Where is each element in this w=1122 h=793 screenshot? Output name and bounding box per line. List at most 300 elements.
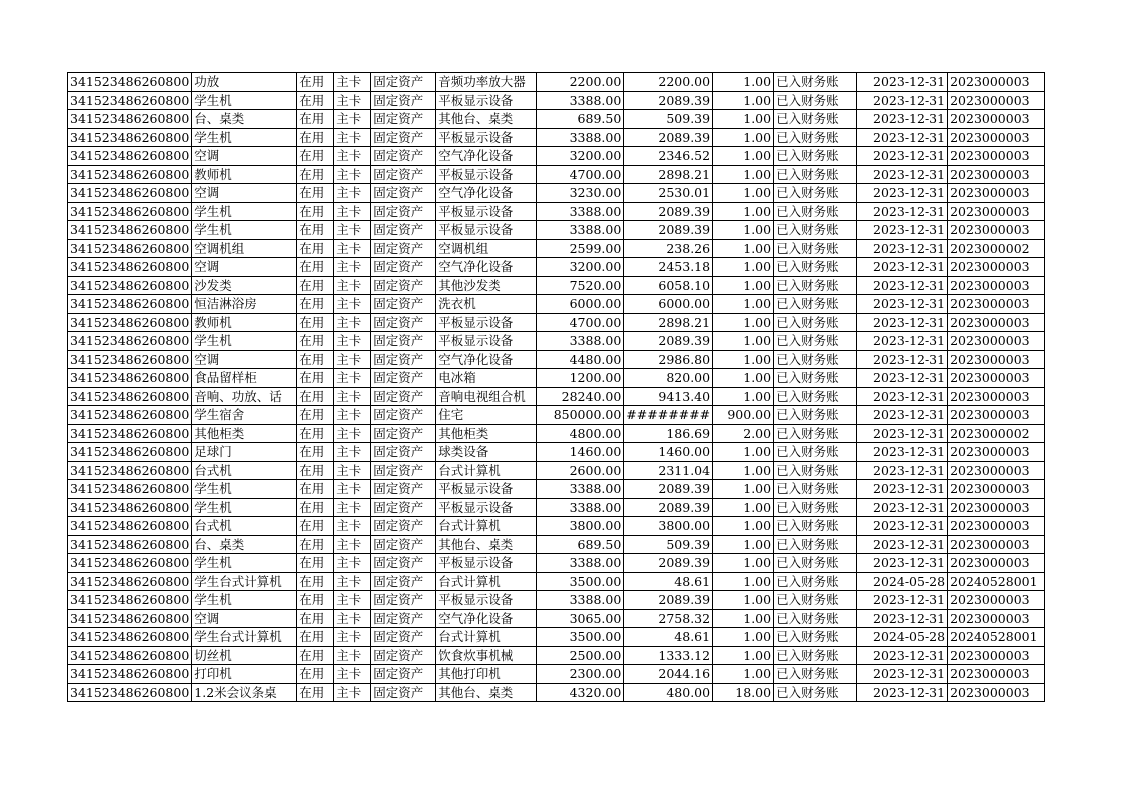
cell-net-value[interactable]: 1333.12 xyxy=(624,646,713,665)
cell-accounting-status[interactable]: 已入财务账 xyxy=(774,609,857,628)
cell-asset-code[interactable]: 341523486260800 xyxy=(68,424,192,443)
cell-voucher-number[interactable]: 2023000003 xyxy=(948,387,1045,406)
cell-usage-status[interactable]: 在用 xyxy=(297,202,334,221)
cell-voucher-number[interactable]: 2023000003 xyxy=(948,276,1045,295)
cell-asset-class[interactable]: 平板显示设备 xyxy=(436,165,537,184)
cell-accounting-status[interactable]: 已入财务账 xyxy=(774,221,857,240)
cell-asset-category[interactable]: 固定资产 xyxy=(371,609,436,628)
cell-asset-category[interactable]: 固定资产 xyxy=(371,332,436,351)
cell-asset-name[interactable]: 学生机 xyxy=(192,332,297,351)
cell-voucher-number[interactable]: 2023000003 xyxy=(948,221,1045,240)
cell-asset-class[interactable]: 平板显示设备 xyxy=(436,332,537,351)
cell-net-value[interactable]: 820.00 xyxy=(624,369,713,388)
cell-record-date[interactable]: 2023-12-31 xyxy=(857,369,948,388)
cell-usage-status[interactable]: 在用 xyxy=(297,369,334,388)
cell-asset-code[interactable]: 341523486260800 xyxy=(68,369,192,388)
cell-original-value[interactable]: 6000.00 xyxy=(537,295,624,314)
cell-asset-category[interactable]: 固定资产 xyxy=(371,91,436,110)
cell-accounting-status[interactable]: 已入财务账 xyxy=(774,406,857,425)
cell-asset-code[interactable]: 341523486260800 xyxy=(68,128,192,147)
cell-asset-name[interactable]: 恒洁淋浴房 xyxy=(192,295,297,314)
cell-card-type[interactable]: 主卡 xyxy=(334,221,371,240)
cell-net-value[interactable]: 2044.16 xyxy=(624,665,713,684)
cell-record-date[interactable]: 2024-05-28 xyxy=(857,628,948,647)
cell-asset-name[interactable]: 台式机 xyxy=(192,517,297,536)
cell-quantity[interactable]: 1.00 xyxy=(713,73,774,92)
cell-net-value[interactable]: 3800.00 xyxy=(624,517,713,536)
cell-card-type[interactable]: 主卡 xyxy=(334,110,371,129)
cell-net-value[interactable]: 2898.21 xyxy=(624,313,713,332)
cell-asset-class[interactable]: 其他台、桌类 xyxy=(436,535,537,554)
cell-net-value[interactable]: 2089.39 xyxy=(624,498,713,517)
cell-usage-status[interactable]: 在用 xyxy=(297,313,334,332)
cell-asset-name[interactable]: 学生机 xyxy=(192,480,297,499)
cell-asset-category[interactable]: 固定资产 xyxy=(371,443,436,462)
cell-asset-code[interactable]: 341523486260800 xyxy=(68,535,192,554)
cell-record-date[interactable]: 2023-12-31 xyxy=(857,128,948,147)
cell-net-value[interactable]: 1460.00 xyxy=(624,443,713,462)
cell-asset-code[interactable]: 341523486260800 xyxy=(68,258,192,277)
cell-asset-name[interactable]: 空调 xyxy=(192,147,297,166)
cell-voucher-number[interactable]: 2023000003 xyxy=(948,517,1045,536)
cell-accounting-status[interactable]: 已入财务账 xyxy=(774,461,857,480)
cell-net-value[interactable]: 2311.04 xyxy=(624,461,713,480)
cell-net-value[interactable]: 2089.39 xyxy=(624,554,713,573)
cell-asset-class[interactable]: 空气净化设备 xyxy=(436,350,537,369)
cell-card-type[interactable]: 主卡 xyxy=(334,202,371,221)
cell-asset-code[interactable]: 341523486260800 xyxy=(68,165,192,184)
cell-net-value[interactable]: 2089.39 xyxy=(624,221,713,240)
cell-asset-category[interactable]: 固定资产 xyxy=(371,387,436,406)
cell-original-value[interactable]: 3800.00 xyxy=(537,517,624,536)
cell-voucher-number[interactable]: 20240528001 xyxy=(948,628,1045,647)
cell-voucher-number[interactable]: 2023000003 xyxy=(948,646,1045,665)
cell-original-value[interactable]: 2599.00 xyxy=(537,239,624,258)
cell-voucher-number[interactable]: 2023000003 xyxy=(948,498,1045,517)
cell-original-value[interactable]: 4800.00 xyxy=(537,424,624,443)
cell-asset-class[interactable]: 平板显示设备 xyxy=(436,480,537,499)
cell-accounting-status[interactable]: 已入财务账 xyxy=(774,258,857,277)
cell-asset-name[interactable]: 足球门 xyxy=(192,443,297,462)
cell-accounting-status[interactable]: 已入财务账 xyxy=(774,646,857,665)
cell-asset-name[interactable]: 学生机 xyxy=(192,128,297,147)
cell-accounting-status[interactable]: 已入财务账 xyxy=(774,517,857,536)
cell-asset-category[interactable]: 固定资产 xyxy=(371,591,436,610)
cell-card-type[interactable]: 主卡 xyxy=(334,295,371,314)
cell-record-date[interactable]: 2023-12-31 xyxy=(857,332,948,351)
cell-usage-status[interactable]: 在用 xyxy=(297,443,334,462)
cell-quantity[interactable]: 1.00 xyxy=(713,276,774,295)
cell-net-value[interactable]: 2200.00 xyxy=(624,73,713,92)
cell-accounting-status[interactable]: 已入财务账 xyxy=(774,110,857,129)
cell-asset-name[interactable]: 其他柜类 xyxy=(192,424,297,443)
cell-quantity[interactable]: 1.00 xyxy=(713,369,774,388)
cell-quantity[interactable]: 2.00 xyxy=(713,424,774,443)
cell-record-date[interactable]: 2023-12-31 xyxy=(857,110,948,129)
cell-card-type[interactable]: 主卡 xyxy=(334,443,371,462)
cell-asset-name[interactable]: 学生机 xyxy=(192,554,297,573)
cell-voucher-number[interactable]: 2023000002 xyxy=(948,239,1045,258)
cell-asset-code[interactable]: 341523486260800 xyxy=(68,480,192,499)
cell-net-value[interactable]: 2453.18 xyxy=(624,258,713,277)
cell-voucher-number[interactable]: 2023000003 xyxy=(948,202,1045,221)
cell-net-value[interactable]: 2758.32 xyxy=(624,609,713,628)
cell-quantity[interactable]: 18.00 xyxy=(713,683,774,702)
cell-record-date[interactable]: 2023-12-31 xyxy=(857,73,948,92)
cell-quantity[interactable]: 1.00 xyxy=(713,110,774,129)
cell-asset-category[interactable]: 固定资产 xyxy=(371,628,436,647)
cell-asset-class[interactable]: 台式计算机 xyxy=(436,628,537,647)
cell-record-date[interactable]: 2023-12-31 xyxy=(857,276,948,295)
cell-net-value[interactable]: 509.39 xyxy=(624,535,713,554)
cell-record-date[interactable]: 2023-12-31 xyxy=(857,665,948,684)
cell-original-value[interactable]: 3388.00 xyxy=(537,332,624,351)
cell-asset-class[interactable]: 住宅 xyxy=(436,406,537,425)
cell-usage-status[interactable]: 在用 xyxy=(297,165,334,184)
cell-card-type[interactable]: 主卡 xyxy=(334,369,371,388)
cell-net-value[interactable]: 2089.39 xyxy=(624,332,713,351)
cell-asset-class[interactable]: 台式计算机 xyxy=(436,572,537,591)
cell-asset-name[interactable]: 学生机 xyxy=(192,498,297,517)
cell-asset-class[interactable]: 空气净化设备 xyxy=(436,147,537,166)
cell-card-type[interactable]: 主卡 xyxy=(334,480,371,499)
cell-net-value[interactable]: 9413.40 xyxy=(624,387,713,406)
cell-record-date[interactable]: 2023-12-31 xyxy=(857,295,948,314)
cell-asset-category[interactable]: 固定资产 xyxy=(371,110,436,129)
cell-asset-class[interactable]: 平板显示设备 xyxy=(436,591,537,610)
cell-quantity[interactable]: 1.00 xyxy=(713,591,774,610)
cell-record-date[interactable]: 2023-12-31 xyxy=(857,184,948,203)
cell-accounting-status[interactable]: 已入财务账 xyxy=(774,73,857,92)
cell-voucher-number[interactable]: 2023000003 xyxy=(948,91,1045,110)
cell-asset-code[interactable]: 341523486260800 xyxy=(68,517,192,536)
cell-card-type[interactable]: 主卡 xyxy=(334,406,371,425)
cell-asset-code[interactable]: 341523486260800 xyxy=(68,184,192,203)
cell-usage-status[interactable]: 在用 xyxy=(297,683,334,702)
cell-voucher-number[interactable]: 2023000003 xyxy=(948,406,1045,425)
cell-accounting-status[interactable]: 已入财务账 xyxy=(774,480,857,499)
cell-asset-category[interactable]: 固定资产 xyxy=(371,665,436,684)
cell-asset-name[interactable]: 学生机 xyxy=(192,591,297,610)
cell-quantity[interactable]: 1.00 xyxy=(713,313,774,332)
cell-card-type[interactable]: 主卡 xyxy=(334,332,371,351)
cell-usage-status[interactable]: 在用 xyxy=(297,239,334,258)
cell-quantity[interactable]: 1.00 xyxy=(713,461,774,480)
cell-record-date[interactable]: 2023-12-31 xyxy=(857,609,948,628)
cell-usage-status[interactable]: 在用 xyxy=(297,128,334,147)
cell-original-value[interactable]: 2200.00 xyxy=(537,73,624,92)
cell-record-date[interactable]: 2023-12-31 xyxy=(857,424,948,443)
cell-voucher-number[interactable]: 2023000003 xyxy=(948,258,1045,277)
cell-asset-code[interactable]: 341523486260800 xyxy=(68,665,192,684)
cell-quantity[interactable]: 1.00 xyxy=(713,221,774,240)
cell-accounting-status[interactable]: 已入财务账 xyxy=(774,147,857,166)
cell-quantity[interactable]: 1.00 xyxy=(713,554,774,573)
cell-quantity[interactable]: 1.00 xyxy=(713,443,774,462)
cell-original-value[interactable]: 3065.00 xyxy=(537,609,624,628)
cell-net-value[interactable]: 2986.80 xyxy=(624,350,713,369)
cell-card-type[interactable]: 主卡 xyxy=(334,350,371,369)
cell-original-value[interactable]: 689.50 xyxy=(537,110,624,129)
cell-original-value[interactable]: 3200.00 xyxy=(537,258,624,277)
cell-original-value[interactable]: 1460.00 xyxy=(537,443,624,462)
cell-quantity[interactable]: 1.00 xyxy=(713,350,774,369)
cell-card-type[interactable]: 主卡 xyxy=(334,276,371,295)
cell-original-value[interactable]: 3200.00 xyxy=(537,147,624,166)
cell-net-value[interactable]: 2089.39 xyxy=(624,480,713,499)
cell-net-value[interactable]: 238.26 xyxy=(624,239,713,258)
cell-quantity[interactable]: 1.00 xyxy=(713,535,774,554)
cell-voucher-number[interactable]: 2023000003 xyxy=(948,128,1045,147)
cell-original-value[interactable]: 4700.00 xyxy=(537,165,624,184)
cell-usage-status[interactable]: 在用 xyxy=(297,535,334,554)
cell-accounting-status[interactable]: 已入财务账 xyxy=(774,591,857,610)
cell-quantity[interactable]: 1.00 xyxy=(713,572,774,591)
cell-usage-status[interactable]: 在用 xyxy=(297,258,334,277)
cell-voucher-number[interactable]: 2023000003 xyxy=(948,535,1045,554)
cell-record-date[interactable]: 2023-12-31 xyxy=(857,313,948,332)
cell-card-type[interactable]: 主卡 xyxy=(334,184,371,203)
cell-accounting-status[interactable]: 已入财务账 xyxy=(774,350,857,369)
cell-asset-class[interactable]: 其他台、桌类 xyxy=(436,683,537,702)
cell-usage-status[interactable]: 在用 xyxy=(297,424,334,443)
cell-net-value[interactable]: 509.39 xyxy=(624,110,713,129)
cell-accounting-status[interactable]: 已入财务账 xyxy=(774,313,857,332)
cell-asset-class[interactable]: 平板显示设备 xyxy=(436,554,537,573)
cell-asset-name[interactable]: 学生宿舍 xyxy=(192,406,297,425)
cell-net-value[interactable]: 2530.01 xyxy=(624,184,713,203)
cell-asset-category[interactable]: 固定资产 xyxy=(371,480,436,499)
cell-asset-name[interactable]: 沙发类 xyxy=(192,276,297,295)
cell-usage-status[interactable]: 在用 xyxy=(297,406,334,425)
cell-asset-code[interactable]: 341523486260800 xyxy=(68,683,192,702)
cell-accounting-status[interactable]: 已入财务账 xyxy=(774,239,857,258)
cell-accounting-status[interactable]: 已入财务账 xyxy=(774,628,857,647)
cell-card-type[interactable]: 主卡 xyxy=(334,628,371,647)
cell-asset-class[interactable]: 平板显示设备 xyxy=(436,498,537,517)
cell-asset-name[interactable]: 空调 xyxy=(192,350,297,369)
cell-asset-class[interactable]: 其他台、桌类 xyxy=(436,110,537,129)
cell-net-value[interactable]: 6058.10 xyxy=(624,276,713,295)
cell-original-value[interactable]: 3500.00 xyxy=(537,628,624,647)
cell-asset-class[interactable]: 平板显示设备 xyxy=(436,202,537,221)
cell-voucher-number[interactable]: 2023000003 xyxy=(948,480,1045,499)
cell-quantity[interactable]: 1.00 xyxy=(713,258,774,277)
cell-asset-code[interactable]: 341523486260800 xyxy=(68,591,192,610)
cell-asset-category[interactable]: 固定资产 xyxy=(371,276,436,295)
cell-accounting-status[interactable]: 已入财务账 xyxy=(774,683,857,702)
cell-voucher-number[interactable]: 2023000003 xyxy=(948,184,1045,203)
cell-accounting-status[interactable]: 已入财务账 xyxy=(774,554,857,573)
cell-card-type[interactable]: 主卡 xyxy=(334,591,371,610)
cell-original-value[interactable]: 7520.00 xyxy=(537,276,624,295)
cell-record-date[interactable]: 2024-05-28 xyxy=(857,572,948,591)
cell-asset-class[interactable]: 饮食炊事机械 xyxy=(436,646,537,665)
cell-asset-name[interactable]: 1.2米会议条桌 xyxy=(192,683,297,702)
cell-usage-status[interactable]: 在用 xyxy=(297,295,334,314)
cell-asset-name[interactable]: 台、桌类 xyxy=(192,535,297,554)
cell-voucher-number[interactable]: 2023000003 xyxy=(948,110,1045,129)
cell-accounting-status[interactable]: 已入财务账 xyxy=(774,387,857,406)
cell-quantity[interactable]: 1.00 xyxy=(713,646,774,665)
cell-usage-status[interactable]: 在用 xyxy=(297,665,334,684)
cell-accounting-status[interactable]: 已入财务账 xyxy=(774,91,857,110)
cell-card-type[interactable]: 主卡 xyxy=(334,461,371,480)
cell-quantity[interactable]: 1.00 xyxy=(713,387,774,406)
cell-asset-name[interactable]: 功放 xyxy=(192,73,297,92)
cell-asset-class[interactable]: 其他打印机 xyxy=(436,665,537,684)
cell-usage-status[interactable]: 在用 xyxy=(297,609,334,628)
cell-asset-name[interactable]: 学生台式计算机 xyxy=(192,572,297,591)
cell-asset-class[interactable]: 空调机组 xyxy=(436,239,537,258)
cell-voucher-number[interactable]: 2023000003 xyxy=(948,350,1045,369)
cell-net-value[interactable]: 48.61 xyxy=(624,628,713,647)
cell-quantity[interactable]: 1.00 xyxy=(713,202,774,221)
cell-asset-class[interactable]: 其他沙发类 xyxy=(436,276,537,295)
cell-card-type[interactable]: 主卡 xyxy=(334,258,371,277)
cell-voucher-number[interactable]: 2023000003 xyxy=(948,313,1045,332)
cell-asset-name[interactable]: 学生机 xyxy=(192,91,297,110)
cell-net-value[interactable]: 480.00 xyxy=(624,683,713,702)
cell-record-date[interactable]: 2023-12-31 xyxy=(857,406,948,425)
cell-asset-name[interactable]: 空调 xyxy=(192,609,297,628)
cell-asset-code[interactable]: 341523486260800 xyxy=(68,332,192,351)
cell-asset-code[interactable]: 341523486260800 xyxy=(68,498,192,517)
cell-asset-code[interactable]: 341523486260800 xyxy=(68,91,192,110)
cell-record-date[interactable]: 2023-12-31 xyxy=(857,461,948,480)
cell-asset-category[interactable]: 固定资产 xyxy=(371,239,436,258)
cell-asset-class[interactable]: 平板显示设备 xyxy=(436,91,537,110)
cell-original-value[interactable]: 3388.00 xyxy=(537,498,624,517)
cell-usage-status[interactable]: 在用 xyxy=(297,184,334,203)
cell-usage-status[interactable]: 在用 xyxy=(297,554,334,573)
cell-asset-code[interactable]: 341523486260800 xyxy=(68,572,192,591)
cell-original-value[interactable]: 3388.00 xyxy=(537,480,624,499)
cell-original-value[interactable]: 3500.00 xyxy=(537,572,624,591)
cell-asset-code[interactable]: 341523486260800 xyxy=(68,73,192,92)
cell-card-type[interactable]: 主卡 xyxy=(334,646,371,665)
cell-accounting-status[interactable]: 已入财务账 xyxy=(774,424,857,443)
cell-voucher-number[interactable]: 2023000003 xyxy=(948,609,1045,628)
cell-asset-name[interactable]: 空调机组 xyxy=(192,239,297,258)
cell-record-date[interactable]: 2023-12-31 xyxy=(857,683,948,702)
cell-accounting-status[interactable]: 已入财务账 xyxy=(774,498,857,517)
cell-net-value[interactable]: 2089.39 xyxy=(624,91,713,110)
cell-record-date[interactable]: 2023-12-31 xyxy=(857,258,948,277)
cell-asset-code[interactable]: 341523486260800 xyxy=(68,646,192,665)
cell-asset-class[interactable]: 平板显示设备 xyxy=(436,128,537,147)
cell-original-value[interactable]: 28240.00 xyxy=(537,387,624,406)
cell-asset-class[interactable]: 音响电视组合机 xyxy=(436,387,537,406)
cell-record-date[interactable]: 2023-12-31 xyxy=(857,517,948,536)
cell-quantity[interactable]: 1.00 xyxy=(713,147,774,166)
cell-asset-category[interactable]: 固定资产 xyxy=(371,554,436,573)
cell-asset-name[interactable]: 学生台式计算机 xyxy=(192,628,297,647)
cell-voucher-number[interactable]: 2023000003 xyxy=(948,554,1045,573)
cell-asset-name[interactable]: 台、桌类 xyxy=(192,110,297,129)
cell-asset-class[interactable]: 空气净化设备 xyxy=(436,258,537,277)
cell-accounting-status[interactable]: 已入财务账 xyxy=(774,572,857,591)
cell-record-date[interactable]: 2023-12-31 xyxy=(857,221,948,240)
cell-asset-class[interactable]: 台式计算机 xyxy=(436,461,537,480)
cell-asset-code[interactable]: 341523486260800 xyxy=(68,406,192,425)
cell-net-value[interactable]: 2089.39 xyxy=(624,128,713,147)
cell-accounting-status[interactable]: 已入财务账 xyxy=(774,128,857,147)
cell-record-date[interactable]: 2023-12-31 xyxy=(857,498,948,517)
cell-asset-category[interactable]: 固定资产 xyxy=(371,258,436,277)
cell-card-type[interactable]: 主卡 xyxy=(334,73,371,92)
cell-net-value[interactable]: 6000.00 xyxy=(624,295,713,314)
cell-card-type[interactable]: 主卡 xyxy=(334,498,371,517)
cell-voucher-number[interactable]: 2023000003 xyxy=(948,665,1045,684)
cell-accounting-status[interactable]: 已入财务账 xyxy=(774,165,857,184)
cell-accounting-status[interactable]: 已入财务账 xyxy=(774,295,857,314)
cell-voucher-number[interactable]: 2023000003 xyxy=(948,332,1045,351)
cell-asset-code[interactable]: 341523486260800 xyxy=(68,202,192,221)
cell-usage-status[interactable]: 在用 xyxy=(297,498,334,517)
cell-asset-class[interactable]: 电冰箱 xyxy=(436,369,537,388)
cell-asset-category[interactable]: 固定资产 xyxy=(371,350,436,369)
cell-card-type[interactable]: 主卡 xyxy=(334,517,371,536)
cell-asset-category[interactable]: 固定资产 xyxy=(371,202,436,221)
cell-asset-code[interactable]: 341523486260800 xyxy=(68,147,192,166)
cell-accounting-status[interactable]: 已入财务账 xyxy=(774,332,857,351)
cell-original-value[interactable]: 4700.00 xyxy=(537,313,624,332)
cell-usage-status[interactable]: 在用 xyxy=(297,591,334,610)
cell-accounting-status[interactable]: 已入财务账 xyxy=(774,276,857,295)
cell-asset-category[interactable]: 固定资产 xyxy=(371,646,436,665)
cell-asset-class[interactable]: 球类设备 xyxy=(436,443,537,462)
cell-quantity[interactable]: 1.00 xyxy=(713,609,774,628)
cell-asset-class[interactable]: 其他柜类 xyxy=(436,424,537,443)
cell-record-date[interactable]: 2023-12-31 xyxy=(857,591,948,610)
cell-quantity[interactable]: 1.00 xyxy=(713,239,774,258)
cell-asset-code[interactable]: 341523486260800 xyxy=(68,443,192,462)
cell-quantity[interactable]: 1.00 xyxy=(713,498,774,517)
cell-asset-code[interactable]: 341523486260800 xyxy=(68,221,192,240)
cell-asset-category[interactable]: 固定资产 xyxy=(371,517,436,536)
cell-usage-status[interactable]: 在用 xyxy=(297,147,334,166)
cell-card-type[interactable]: 主卡 xyxy=(334,313,371,332)
cell-usage-status[interactable]: 在用 xyxy=(297,628,334,647)
cell-asset-category[interactable]: 固定资产 xyxy=(371,683,436,702)
cell-accounting-status[interactable]: 已入财务账 xyxy=(774,369,857,388)
cell-asset-name[interactable]: 音响、功放、话 xyxy=(192,387,297,406)
cell-accounting-status[interactable]: 已入财务账 xyxy=(774,184,857,203)
cell-asset-category[interactable]: 固定资产 xyxy=(371,165,436,184)
cell-card-type[interactable]: 主卡 xyxy=(334,424,371,443)
cell-voucher-number[interactable]: 2023000003 xyxy=(948,443,1045,462)
cell-asset-code[interactable]: 341523486260800 xyxy=(68,628,192,647)
cell-asset-class[interactable]: 洗衣机 xyxy=(436,295,537,314)
cell-net-value[interactable]: 2089.39 xyxy=(624,591,713,610)
cell-original-value[interactable]: 3230.00 xyxy=(537,184,624,203)
cell-usage-status[interactable]: 在用 xyxy=(297,572,334,591)
cell-asset-category[interactable]: 固定资产 xyxy=(371,498,436,517)
cell-record-date[interactable]: 2023-12-31 xyxy=(857,202,948,221)
cell-voucher-number[interactable]: 2023000003 xyxy=(948,683,1045,702)
cell-record-date[interactable]: 2023-12-31 xyxy=(857,387,948,406)
cell-accounting-status[interactable]: 已入财务账 xyxy=(774,202,857,221)
cell-asset-category[interactable]: 固定资产 xyxy=(371,424,436,443)
cell-record-date[interactable]: 2023-12-31 xyxy=(857,646,948,665)
cell-asset-class[interactable]: 平板显示设备 xyxy=(436,313,537,332)
cell-asset-class[interactable]: 台式计算机 xyxy=(436,517,537,536)
cell-asset-category[interactable]: 固定资产 xyxy=(371,535,436,554)
cell-asset-class[interactable]: 音频功率放大器 xyxy=(436,73,537,92)
cell-asset-category[interactable]: 固定资产 xyxy=(371,184,436,203)
cell-original-value[interactable]: 1200.00 xyxy=(537,369,624,388)
